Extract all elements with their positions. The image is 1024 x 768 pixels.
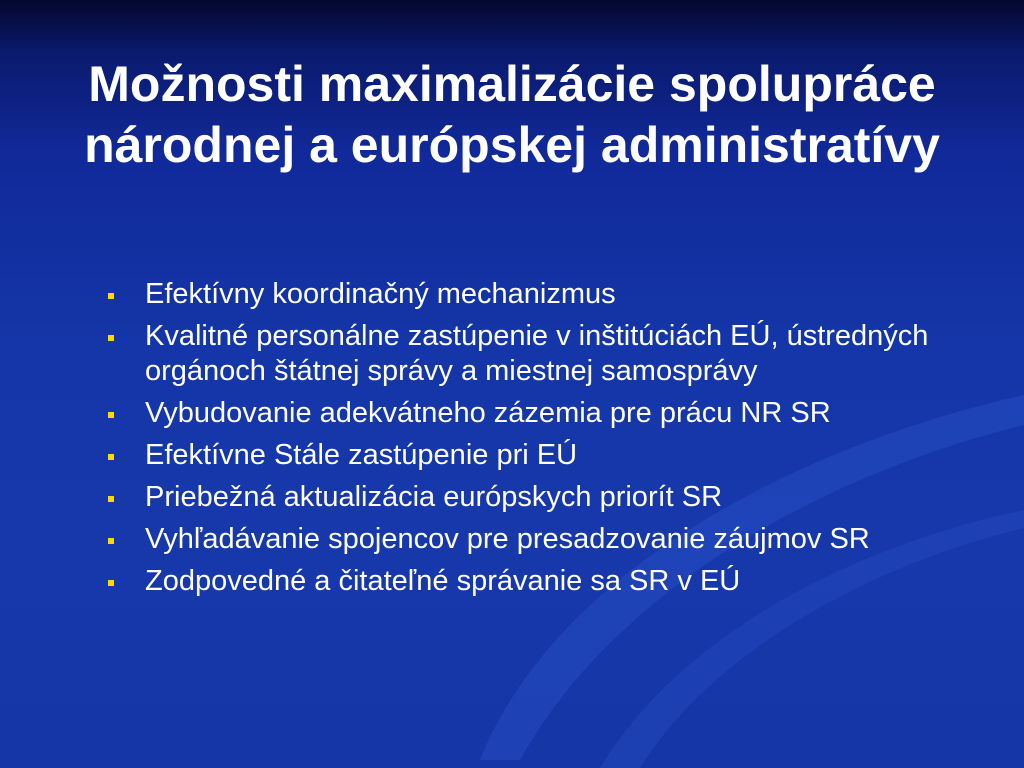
bullet-list — [100, 277, 980, 606]
list-item-text: Kvalitné personálne zastúpenie v inštitúciách EÚ, ústredných orgánoch štátnej správy a miestnej samosprávy — [145, 320, 929, 387]
list-item — [100, 438, 980, 473]
list-item — [100, 522, 980, 557]
bullet-square-icon — [108, 293, 114, 299]
list-item — [100, 396, 980, 431]
list-item-text: Vyhľadávanie spojencov pre presadzovanie záujmov SR — [145, 523, 870, 555]
list-item-text: Efektívne Stále zastúpenie pri EÚ — [145, 439, 578, 471]
slide-title: Možnosti maximalizácie spolupráce národnej a európskej administratívy — [84, 56, 940, 173]
bullet-square-icon — [108, 496, 114, 502]
list-item-text: Priebežná aktualizácia európskych priorít SR — [145, 481, 723, 513]
list-item-text: Efektívny koordinačný mechanizmus — [145, 278, 616, 310]
list-item — [100, 564, 980, 599]
list-item-text: Zodpovedné a čitateľné správanie sa SR v EÚ — [145, 565, 741, 597]
bullet-square-icon — [108, 335, 114, 341]
list-item — [100, 277, 980, 312]
bullet-square-icon — [108, 412, 114, 418]
bullet-square-icon — [108, 580, 114, 586]
list-item-text: Vybudovanie adekvátneho zázemia pre prácu NR SR — [145, 397, 831, 429]
bullet-square-icon — [108, 538, 114, 544]
list-item — [100, 319, 980, 389]
list-item — [100, 480, 980, 515]
bullet-square-icon — [108, 454, 114, 460]
